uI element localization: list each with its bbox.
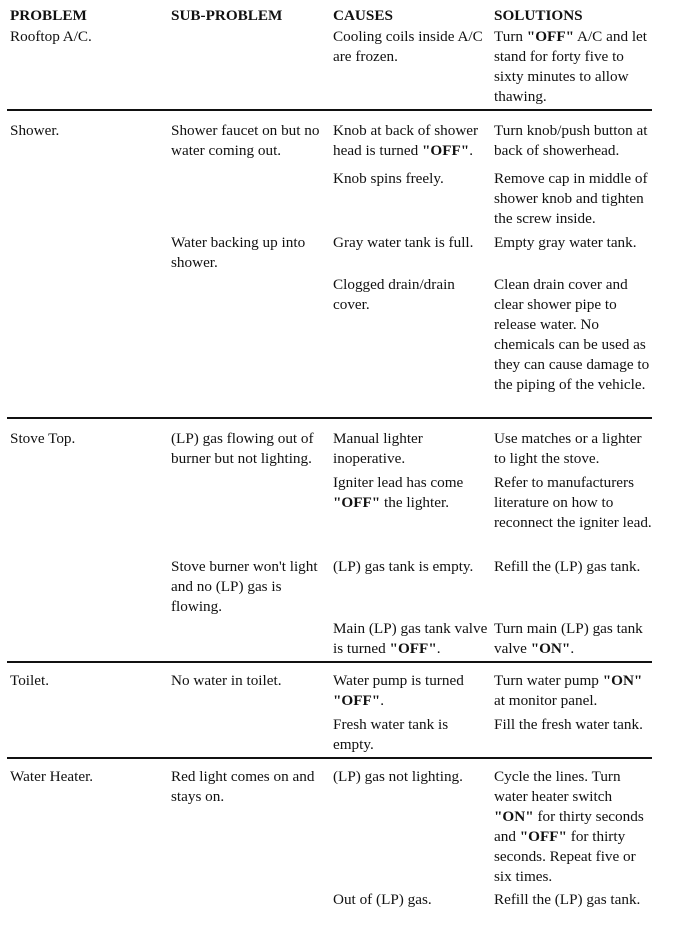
ac-solution-1: Turn "OFF" A/C and let stand for forty five to sixty minutes to allow thawing. — [494, 28, 648, 105]
stove-cause-1: Manual lighter inoperative. — [333, 430, 423, 467]
row-divider — [7, 661, 652, 663]
stove-solution-1: Use matches or a lighter to light the stove. — [494, 430, 642, 467]
shower-cause-4: Clogged drain/drain cover. — [333, 276, 455, 313]
stove-solution-4: Turn main (LP) gas tank valve "ON". — [494, 620, 643, 657]
shower-solution-2: Remove cap in middle of shower knob and tighten the screw inside. — [494, 170, 648, 227]
water-heater-cause-1: (LP) gas not lighting. — [333, 768, 463, 785]
water-heater-sub-problem-1: Red light comes on and stays on. — [171, 768, 315, 805]
water-heater-cause-2: Out of (LP) gas. — [333, 891, 432, 908]
row-divider — [7, 757, 652, 759]
stove-cause-3: (LP) gas tank is empty. — [333, 558, 474, 575]
toilet-cause-1: Water pump is turned "OFF". — [333, 672, 464, 709]
stove-sub-problem-2: Stove burner won't light and no (LP) gas is flowing. — [171, 558, 318, 615]
stove-sub-problem-1: (LP) gas flowing out of burner but not lighting. — [171, 430, 314, 467]
row-divider — [7, 417, 652, 419]
shower-cause-3: Gray water tank is full. — [333, 234, 474, 251]
shower-sub-problem-1: Shower faucet on but no water coming out. — [171, 122, 320, 159]
toilet-solution-1: Turn water pump "ON" at monitor panel. — [494, 672, 643, 709]
shower-solution-3: Empty gray water tank. — [494, 234, 637, 251]
ac-problem: Rooftop A/C. — [10, 28, 92, 45]
water-heater-solution-2: Refill the (LP) gas tank. — [494, 891, 641, 908]
header-sub-problem: SUB-PROBLEM — [171, 7, 283, 24]
header-solutions: SOLUTIONS — [494, 7, 583, 24]
ac-cause-1: Cooling coils inside A/C are frozen. — [333, 28, 483, 65]
shower-solution-4: Clean drain cover and clear shower pipe to release water. No chemicals can be used as they can cause damage to the piping of the vehicle. — [494, 276, 650, 393]
water-heater-problem: Water Heater. — [10, 768, 94, 785]
shower-sub-problem-2: Water backing up into shower. — [171, 234, 306, 271]
shower-cause-1: Knob at back of shower head is turned "OFF". — [333, 122, 479, 159]
toilet-sub-problem-1: No water in toilet. — [171, 672, 282, 689]
stove-problem: Stove Top. — [10, 430, 76, 447]
shower-problem: Shower. — [10, 122, 60, 139]
stove-cause-2: Igniter lead has come "OFF" the lighter. — [333, 474, 464, 511]
toilet-solution-2: Fill the fresh water tank. — [494, 716, 643, 733]
header-causes: CAUSES — [333, 7, 393, 24]
shower-solution-1: Turn knob/push button at back of showerhead. — [494, 122, 648, 159]
toilet-problem: Toilet. — [10, 672, 50, 689]
row-divider — [7, 109, 652, 111]
toilet-cause-2: Fresh water tank is empty. — [333, 716, 449, 753]
header-problem: PROBLEM — [10, 7, 87, 24]
stove-solution-3: Refill the (LP) gas tank. — [494, 558, 641, 575]
stove-solution-2: Refer to manufacturers literature on how to reconnect the igniter lead. — [494, 474, 652, 531]
shower-cause-2: Knob spins freely. — [333, 170, 444, 187]
water-heater-solution-1: Cycle the lines. Turn water heater switch "ON" for thirty seconds and "OFF" for thirty seconds. Repeat five or six times. — [494, 768, 644, 885]
stove-cause-4: Main (LP) gas tank valve is turned "OFF". — [333, 620, 488, 657]
